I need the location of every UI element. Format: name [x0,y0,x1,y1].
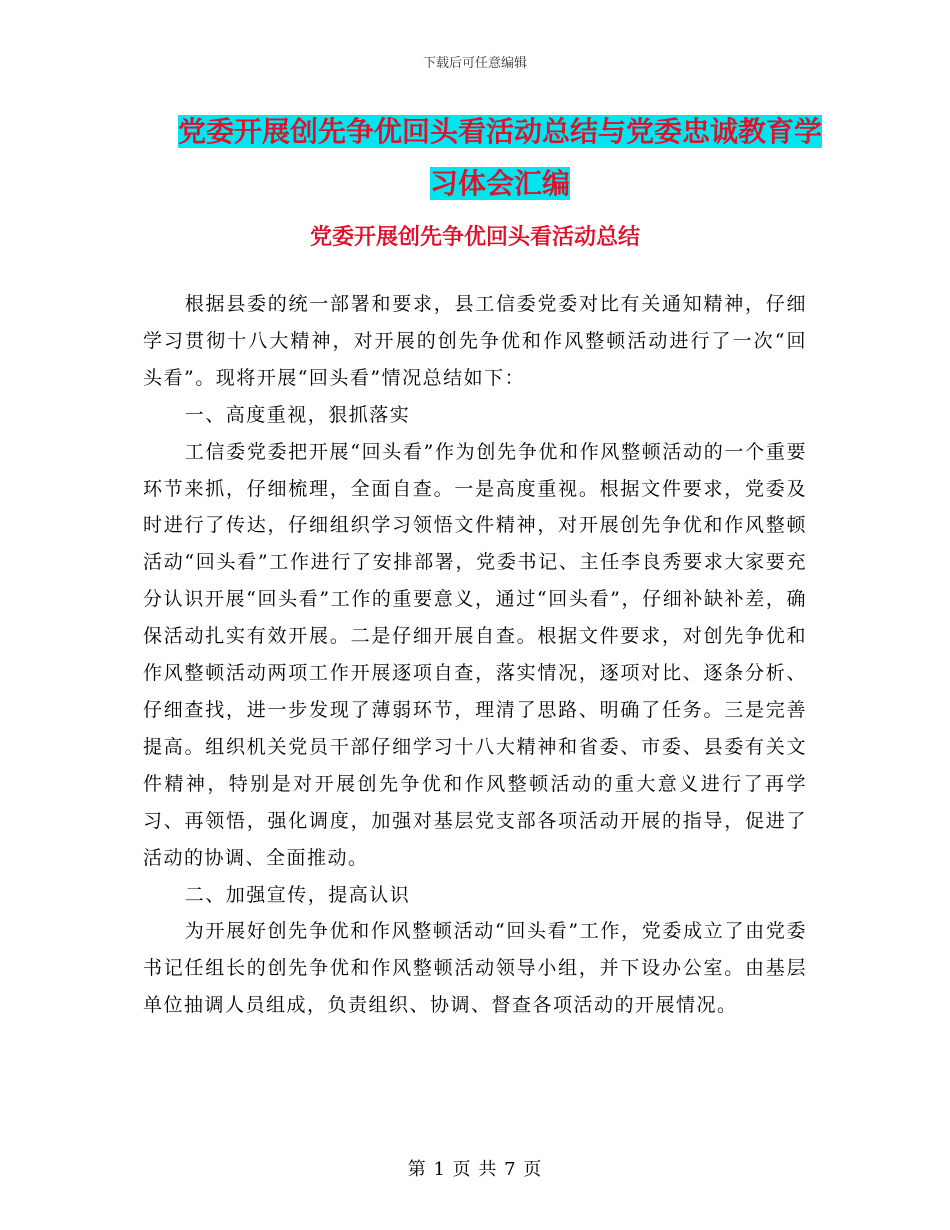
header-note: 下载后可任意编辑 [422,56,527,71]
document-title [140,106,860,210]
paragraph: 根据县委的统一部署和要求，县工信委党委对比有关通知精神，仔细学习贯彻十八大精神，对开展的创先争优和作风整顿活动进行了一次“回头看”。现将开展“回头看”情况总结如下： [143,293,807,389]
section-title: 党委开展创先争优回头看活动总结 [309,225,640,250]
paragraph-heading: 二、加强宣传，提高认识 [184,883,411,906]
paragraph: 工信委党委把开展“回头看”作为创先争优和作风整顿活动的一个重要环节来抓，仔细梳理，全面自查。一是高度重视。根据文件要求，党委及时进行了传达，仔细组织学习领悟文件精神，对开展创先争优和作风整顿活动“回头看”工作进行了安排部署，党委书记、主任李良秀要求大家要充分认识开展“回头看”工作的重要意义，通过“回头看”，仔细补缺补差，确保活动扎实有效开展。二是仔细开展自查。根据文件要求，对创先争优和作风整顿活动两项工作开展逐项自查，落实情况，逐项对比、逐条分析、仔细查找，进一步发现了薄弱环节，理清了思路、明确了任务。三是完善提高。组织机关党员干部仔细学习十八大精神和省委、市委、县委有关文件精神，特别是对开展创先争优和作风整顿活动的重大意义进行了再学习、再领悟，强化调度，加强对基层党支部各项活动开展的指导，促进了活动的协调、全面推动。 [143,440,807,869]
paragraph: 为开展好创先争优和作风整顿活动“回头看”工作，党委成立了由党委书记任组长的创先争优和作风整顿活动领导小组，并下设办公室。由基层单位抽调人员组成，负责组织、协调、督查各项活动的开展情况。 [143,920,807,1017]
document-title-line-1: 党委开展创先争优回头看活动总结与党委忠诚教育学 [177,115,822,148]
document-title-line-2: 习体会汇编 [429,167,570,200]
page-footer: 第 1 页 共 7 页 [407,1159,543,1180]
paragraph-heading: 一、高度重视，狠抓落实 [184,403,411,426]
body-text [143,286,807,1024]
